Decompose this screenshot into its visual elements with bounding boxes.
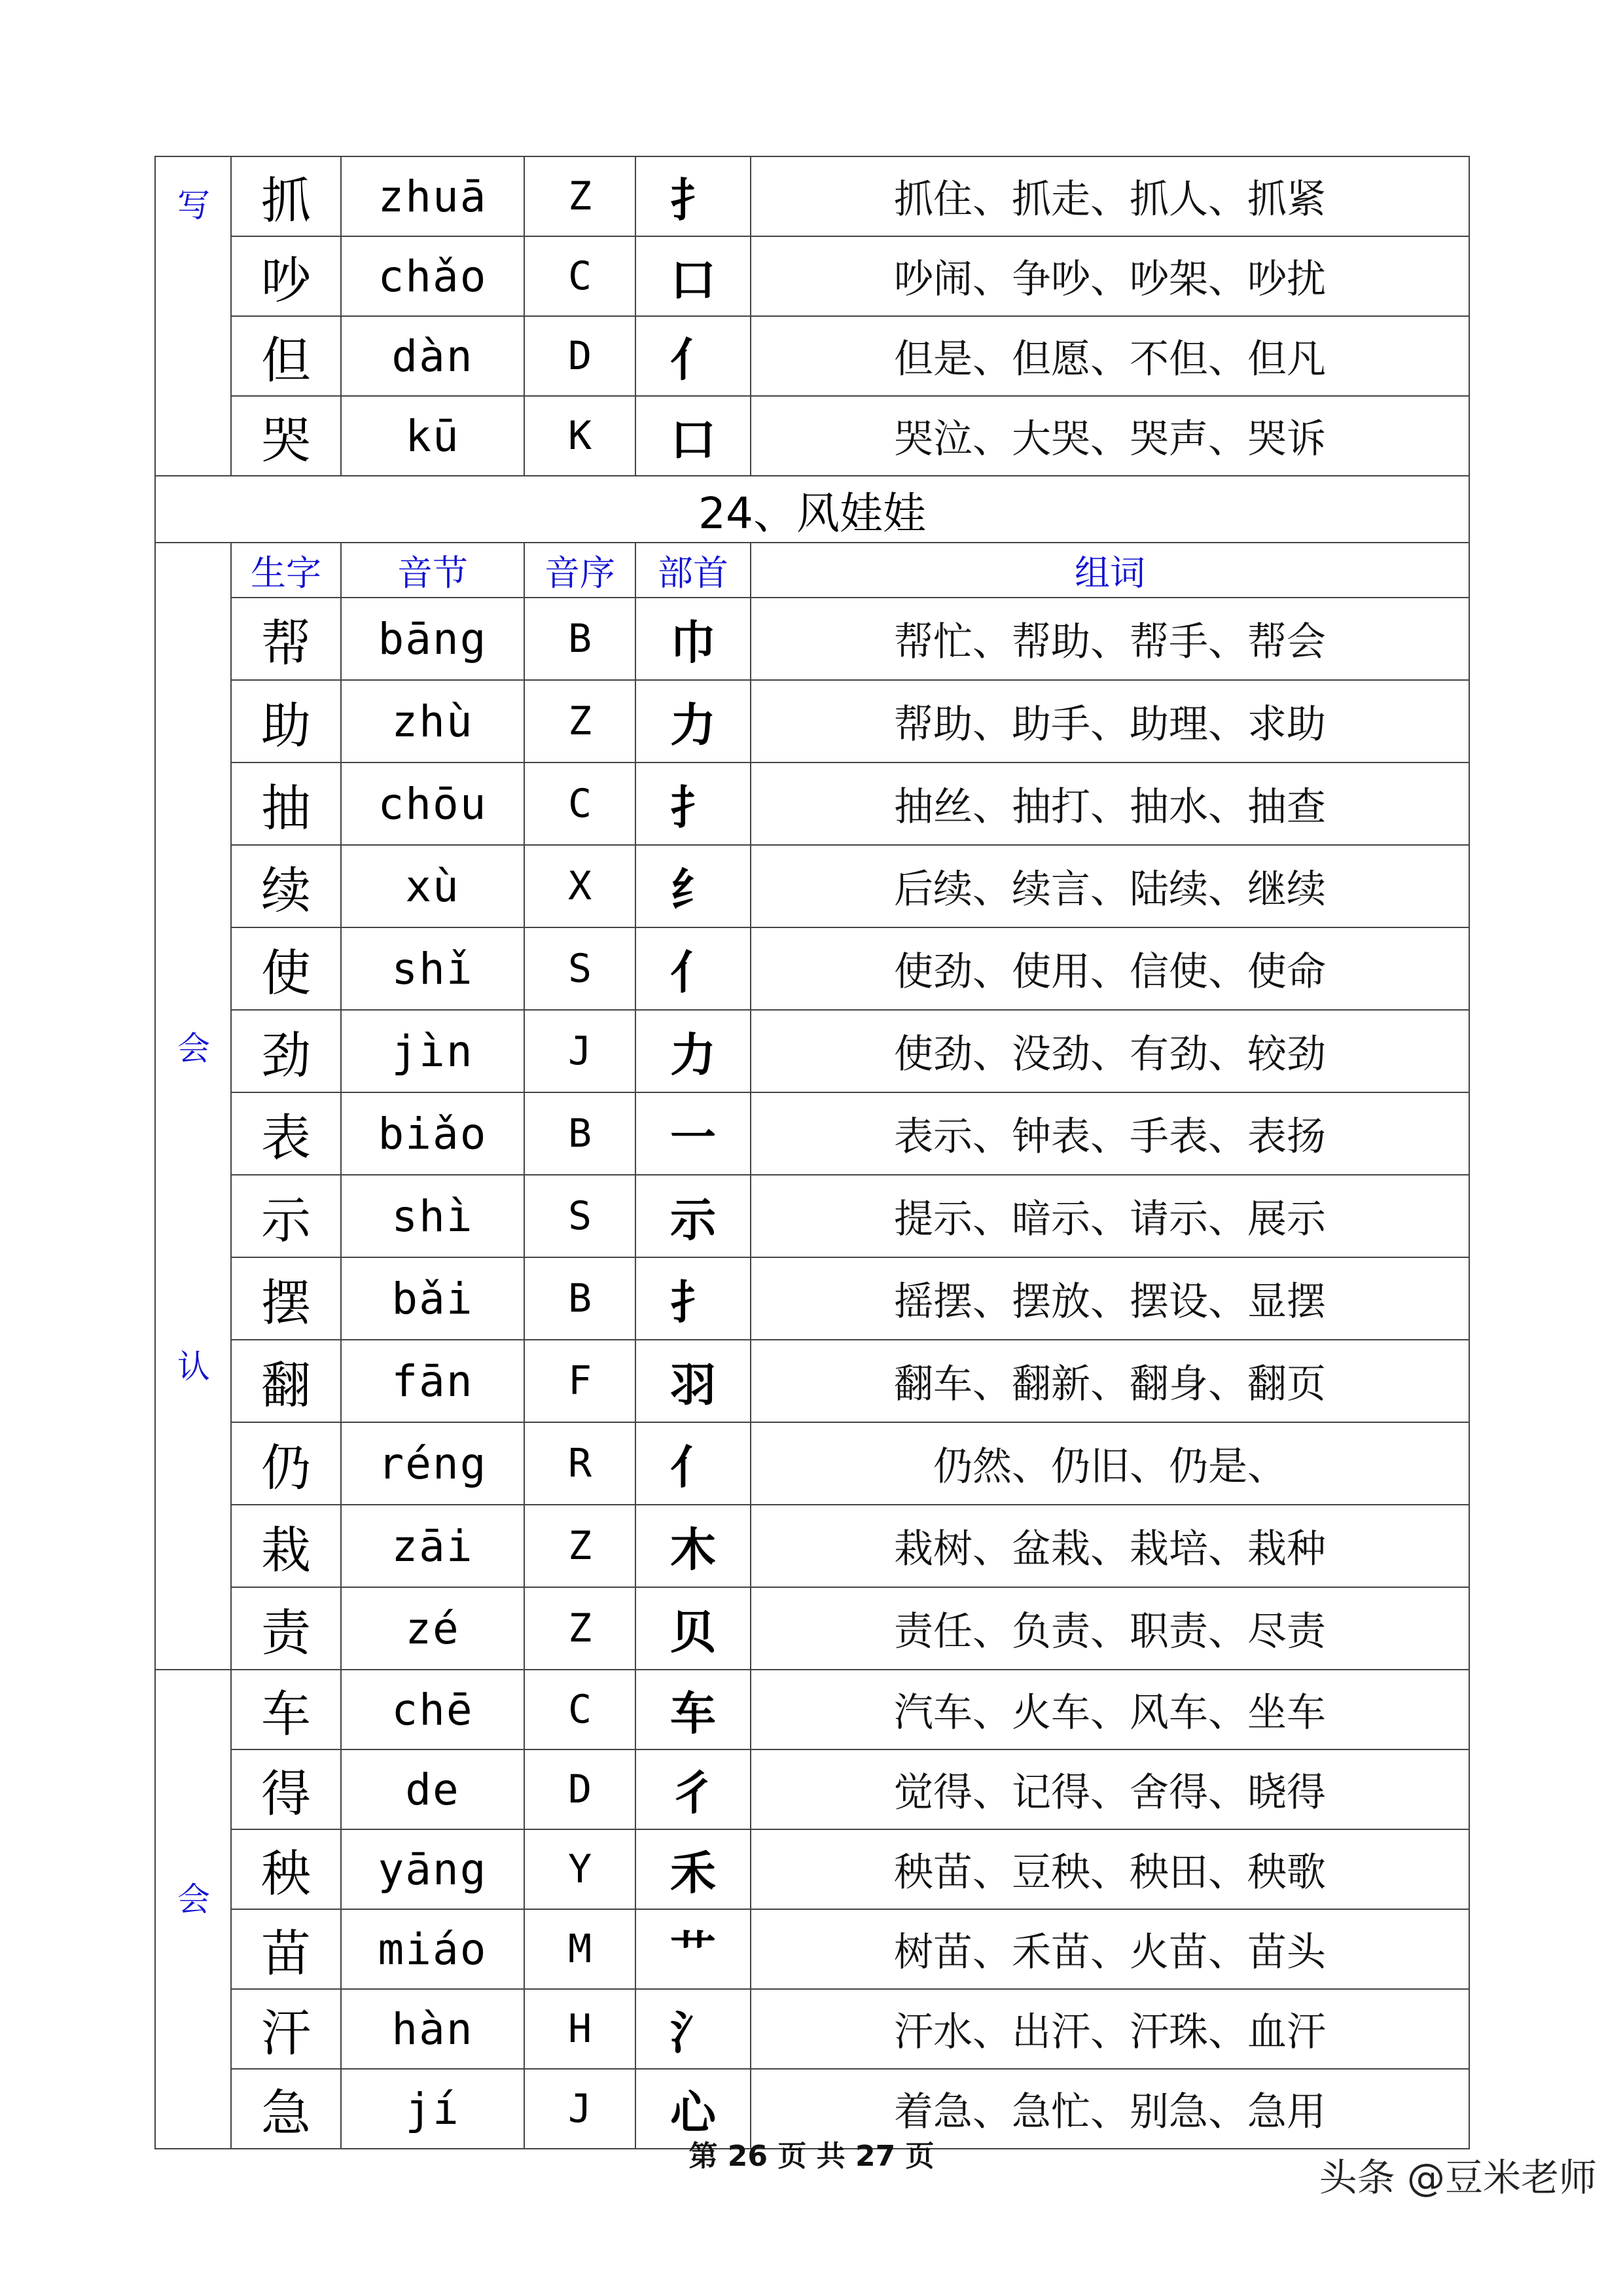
pinyin-cell: jí xyxy=(341,2069,524,2149)
category-recognize xyxy=(155,543,231,1670)
sequence-cell: R xyxy=(524,1422,635,1505)
table-row xyxy=(155,680,1469,762)
sequence-cell: D xyxy=(524,316,635,396)
radical-cell: 扌 xyxy=(635,762,751,845)
words-cell: 表示、钟表、手表、表扬 xyxy=(751,1092,1469,1175)
lesson-title-row xyxy=(155,476,1469,543)
char-cell: 抓 xyxy=(231,156,341,236)
header-pinyin: 音节 xyxy=(341,543,524,598)
sequence-cell: C xyxy=(524,236,635,316)
words-cell: 哭泣、大哭、哭声、哭诉 xyxy=(751,396,1469,476)
words-cell: 觉得、记得、舍得、晓得 xyxy=(751,1749,1469,1829)
radical-cell: 亻 xyxy=(635,927,751,1010)
table-row xyxy=(155,316,1469,396)
char-cell: 但 xyxy=(231,316,341,396)
sequence-cell: X xyxy=(524,845,635,927)
table-row xyxy=(155,1010,1469,1092)
radical-cell: 亻 xyxy=(635,1422,751,1505)
sequence-cell: C xyxy=(524,1670,635,1749)
table-row xyxy=(155,1909,1469,1989)
table-row xyxy=(155,156,1469,236)
sequence-cell: M xyxy=(524,1909,635,1989)
sequence-cell: B xyxy=(524,1092,635,1175)
radical-cell: 扌 xyxy=(635,1257,751,1340)
sequence-cell: K xyxy=(524,396,635,476)
pinyin-cell: yāng xyxy=(341,1829,524,1909)
pinyin-cell: shì xyxy=(341,1175,524,1257)
radical-cell: 禾 xyxy=(635,1829,751,1909)
words-cell: 提示、暗示、请示、展示 xyxy=(751,1175,1469,1257)
char-cell: 使 xyxy=(231,927,341,1010)
char-cell: 责 xyxy=(231,1587,341,1670)
table-row xyxy=(155,236,1469,316)
sequence-cell: D xyxy=(524,1749,635,1829)
table-row xyxy=(155,1670,1469,1749)
pinyin-cell: zāi xyxy=(341,1505,524,1587)
category-write: 写 xyxy=(155,156,231,476)
sequence-cell: J xyxy=(524,2069,635,2149)
char-cell: 抽 xyxy=(231,762,341,845)
lesson-title: 24、风娃娃 xyxy=(155,476,1469,543)
pinyin-cell: bǎi xyxy=(341,1257,524,1340)
char-cell: 秧 xyxy=(231,1829,341,1909)
radical-cell: 车 xyxy=(635,1670,751,1749)
pinyin-cell: chǎo xyxy=(341,236,524,316)
char-cell: 车 xyxy=(231,1670,341,1749)
sequence-cell: Z xyxy=(524,156,635,236)
sequence-cell: B xyxy=(524,1257,635,1340)
char-cell: 仍 xyxy=(231,1422,341,1505)
words-cell: 栽树、盆栽、栽培、栽种 xyxy=(751,1505,1469,1587)
pinyin-cell: miáo xyxy=(341,1909,524,1989)
category-top-label: 会 xyxy=(177,1030,210,1067)
radical-cell: 示 xyxy=(635,1175,751,1257)
pinyin-cell: dàn xyxy=(341,316,524,396)
header-row xyxy=(155,543,1469,598)
pinyin-cell: réng xyxy=(341,1422,524,1505)
table-row xyxy=(155,1587,1469,1670)
sequence-cell: Z xyxy=(524,680,635,762)
table-row xyxy=(155,1340,1469,1422)
radical-cell: 氵 xyxy=(635,1989,751,2069)
table-row xyxy=(155,396,1469,476)
watermark: 头条 @豆米老师 xyxy=(1319,2155,1597,2200)
words-cell: 吵闹、争吵、吵架、吵扰 xyxy=(751,236,1469,316)
table-row xyxy=(155,1422,1469,1505)
sequence-cell: Z xyxy=(524,1505,635,1587)
words-cell: 抓住、抓走、抓人、抓紧 xyxy=(751,156,1469,236)
pinyin-cell: zé xyxy=(341,1587,524,1670)
sequence-cell: C xyxy=(524,762,635,845)
table-row xyxy=(155,845,1469,927)
table-row xyxy=(155,1257,1469,1340)
category-write-2: 会 xyxy=(155,1670,231,2149)
words-cell: 抽丝、抽打、抽水、抽查 xyxy=(751,762,1469,845)
words-cell: 汽车、火车、风车、坐车 xyxy=(751,1670,1469,1749)
table-row xyxy=(155,1829,1469,1909)
radical-cell: 口 xyxy=(635,236,751,316)
words-cell: 翻车、翻新、翻身、翻页 xyxy=(751,1340,1469,1422)
pinyin-cell: zhù xyxy=(341,680,524,762)
sequence-cell: Z xyxy=(524,1587,635,1670)
radical-cell: 一 xyxy=(635,1092,751,1175)
char-cell: 摆 xyxy=(231,1257,341,1340)
pinyin-cell: de xyxy=(341,1749,524,1829)
pinyin-cell: fān xyxy=(341,1340,524,1422)
char-cell: 得 xyxy=(231,1749,341,1829)
table-row xyxy=(155,1505,1469,1587)
char-cell: 急 xyxy=(231,2069,341,2149)
words-cell: 树苗、禾苗、火苗、苗头 xyxy=(751,1909,1469,1989)
radical-cell: 木 xyxy=(635,1505,751,1587)
header-char: 生字 xyxy=(231,543,341,598)
table-row xyxy=(155,1092,1469,1175)
sequence-cell: B xyxy=(524,598,635,680)
words-cell: 帮忙、帮助、帮手、帮会 xyxy=(751,598,1469,680)
words-cell: 摇摆、摆放、摆设、显摆 xyxy=(751,1257,1469,1340)
pinyin-cell: hàn xyxy=(341,1989,524,2069)
pinyin-cell: shǐ xyxy=(341,927,524,1010)
radical-cell: 扌 xyxy=(635,156,751,236)
category-bottom-label: 认 xyxy=(177,1348,210,1386)
words-cell: 责任、负责、职责、尽责 xyxy=(751,1587,1469,1670)
page-footer: 第 26 页 共 27 页 xyxy=(688,2140,935,2173)
vocabulary-table xyxy=(154,156,1470,2149)
words-cell: 汗水、出汗、汗珠、血汗 xyxy=(751,1989,1469,2069)
char-cell: 翻 xyxy=(231,1340,341,1422)
table-row xyxy=(155,1989,1469,2069)
radical-cell: 力 xyxy=(635,680,751,762)
pinyin-cell: zhuā xyxy=(341,156,524,236)
table-row xyxy=(155,927,1469,1010)
words-cell: 使劲、使用、信使、使命 xyxy=(751,927,1469,1010)
char-cell: 吵 xyxy=(231,236,341,316)
words-cell: 仍然、仍旧、仍是、 xyxy=(751,1422,1469,1505)
sequence-cell: H xyxy=(524,1989,635,2069)
radical-cell: 力 xyxy=(635,1010,751,1092)
words-cell: 后续、续言、陆续、继续 xyxy=(751,845,1469,927)
pinyin-cell: chōu xyxy=(341,762,524,845)
radical-cell: 口 xyxy=(635,396,751,476)
char-cell: 示 xyxy=(231,1175,341,1257)
radical-cell: 彳 xyxy=(635,1749,751,1829)
char-cell: 表 xyxy=(231,1092,341,1175)
header-radical: 部首 xyxy=(635,543,751,598)
sequence-cell: Y xyxy=(524,1829,635,1909)
table-row xyxy=(155,1175,1469,1257)
char-cell: 助 xyxy=(231,680,341,762)
words-cell: 帮助、助手、助理、求助 xyxy=(751,680,1469,762)
header-words: 组词 xyxy=(751,543,1469,598)
sequence-cell: S xyxy=(524,927,635,1010)
pinyin-cell: bāng xyxy=(341,598,524,680)
radical-cell: 羽 xyxy=(635,1340,751,1422)
char-cell: 汗 xyxy=(231,1989,341,2069)
radical-cell: 贝 xyxy=(635,1587,751,1670)
sequence-cell: F xyxy=(524,1340,635,1422)
sequence-cell: J xyxy=(524,1010,635,1092)
radical-cell: 亻 xyxy=(635,316,751,396)
pinyin-cell: jìn xyxy=(341,1010,524,1092)
words-cell: 秧苗、豆秧、秧田、秧歌 xyxy=(751,1829,1469,1909)
pinyin-cell: chē xyxy=(341,1670,524,1749)
header-sequence: 音序 xyxy=(524,543,635,598)
char-cell: 哭 xyxy=(231,396,341,476)
words-cell: 但是、但愿、不但、但凡 xyxy=(751,316,1469,396)
table-row xyxy=(155,762,1469,845)
radical-cell: 纟 xyxy=(635,845,751,927)
table-row xyxy=(155,1749,1469,1829)
table-row xyxy=(155,598,1469,680)
char-cell: 劲 xyxy=(231,1010,341,1092)
char-cell: 续 xyxy=(231,845,341,927)
sequence-cell: S xyxy=(524,1175,635,1257)
words-cell: 使劲、没劲、有劲、较劲 xyxy=(751,1010,1469,1092)
words-cell: 着急、急忙、别急、急用 xyxy=(751,2069,1469,2149)
radical-cell: 艹 xyxy=(635,1909,751,1989)
radical-cell: 心 xyxy=(635,2069,751,2149)
pinyin-cell: kū xyxy=(341,396,524,476)
char-cell: 栽 xyxy=(231,1505,341,1587)
char-cell: 苗 xyxy=(231,1909,341,1989)
radical-cell: 巾 xyxy=(635,598,751,680)
pinyin-cell: xù xyxy=(341,845,524,927)
pinyin-cell: biǎo xyxy=(341,1092,524,1175)
char-cell: 帮 xyxy=(231,598,341,680)
